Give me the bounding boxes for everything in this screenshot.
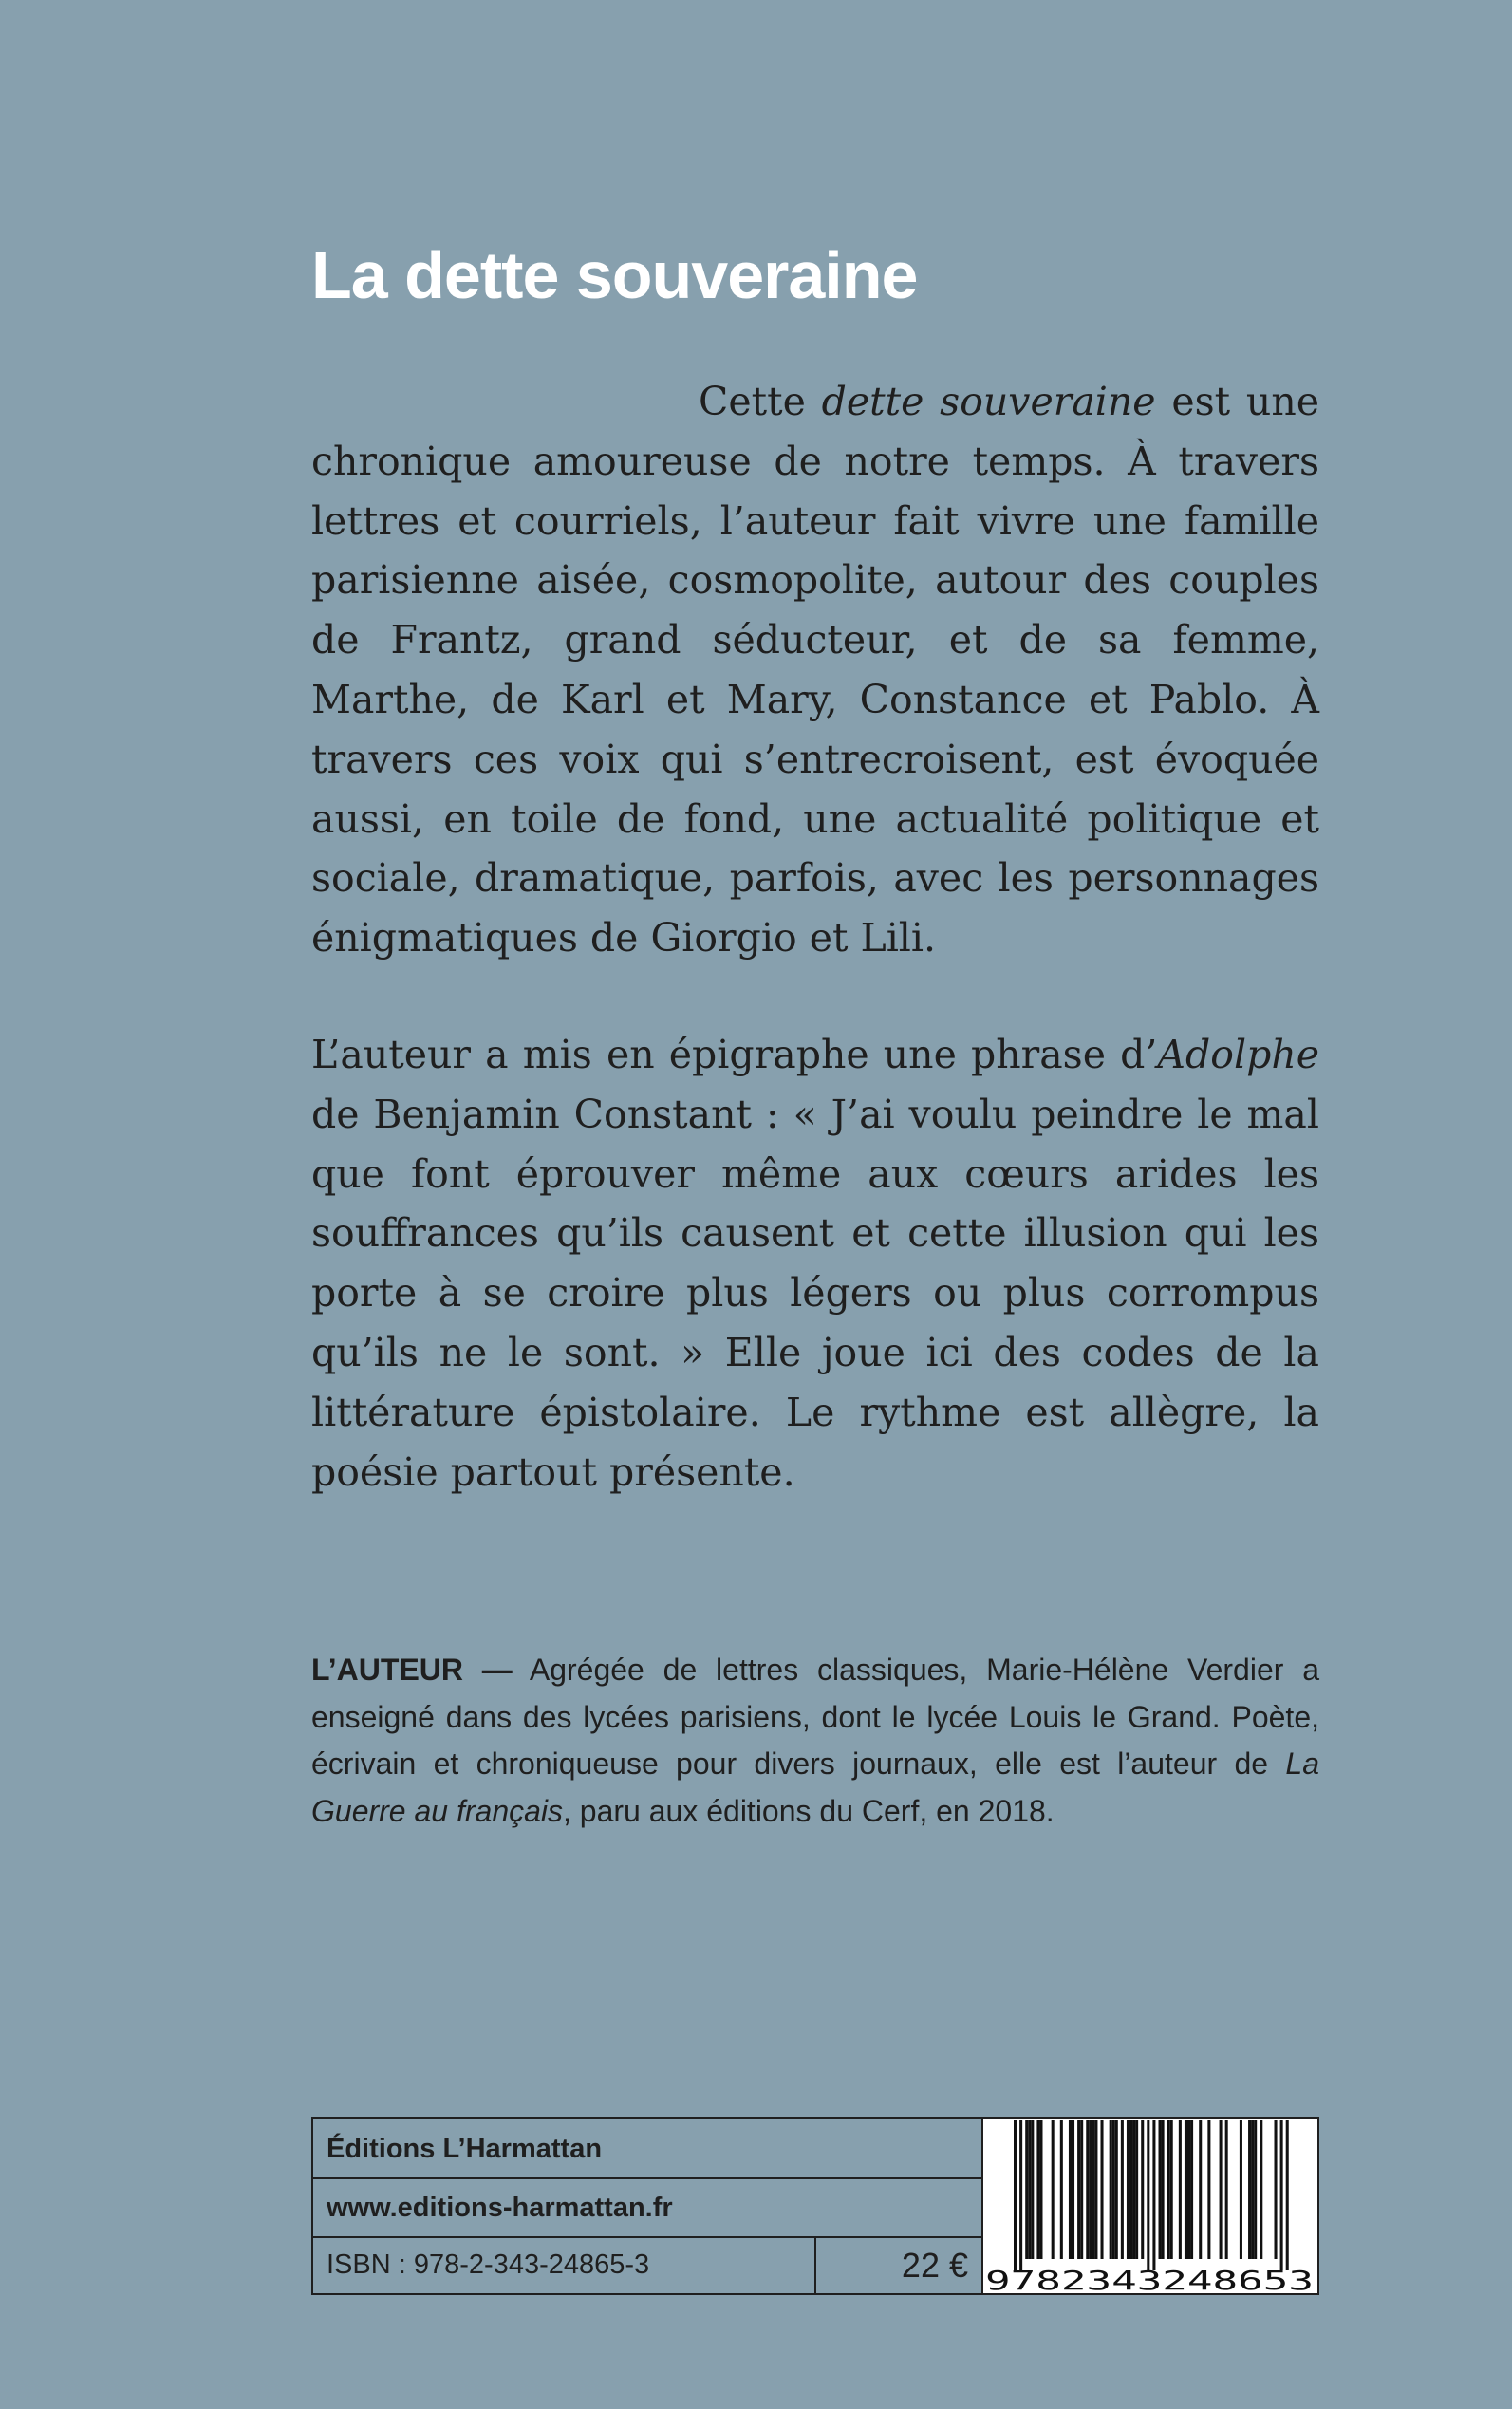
barcode-bar xyxy=(1251,2120,1254,2259)
publisher-row xyxy=(313,2119,981,2179)
barcode-digits: 9782343248653 xyxy=(985,2266,1314,2295)
blurb xyxy=(311,372,1319,1502)
publisher-website[interactable]: www.editions-harmattan.fr xyxy=(327,2193,673,2223)
barcode-bar xyxy=(1028,2120,1031,2259)
barcode-bar xyxy=(1092,2120,1094,2259)
barcode-bar xyxy=(1185,2120,1187,2259)
barcode-bar xyxy=(1112,2120,1115,2259)
blurb-paragraph-2: L’auteur a mis en épigraphe une phrase d’Adolphe de Benjamin Constant : « J’ai voulu peindre le mal que font éprouver même aux cœurs arides les souffrances qu’ils causent et cette illusion qui les porte à se croire plus légers ou plus corrompus qu’ils ne le sont. » Elle joue ici des codes de la littérature épistolaire. Le rythme est allègre, la poésie partout présente. xyxy=(311,1031,1319,1495)
barcode-bar xyxy=(1025,2120,1028,2259)
barcode-bar xyxy=(1260,2120,1262,2259)
barcode-bar xyxy=(1220,2120,1223,2259)
barcode-bar xyxy=(1275,2120,1278,2259)
barcode-bar xyxy=(1167,2120,1170,2259)
barcode-bar xyxy=(1207,2120,1210,2259)
barcode-bar xyxy=(1094,2120,1097,2259)
barcode-bar xyxy=(1089,2120,1092,2259)
publisher-box xyxy=(311,2117,983,2295)
barcode-bar xyxy=(1141,2120,1144,2259)
barcode-bar xyxy=(1179,2120,1182,2259)
barcode-bar xyxy=(1254,2120,1257,2259)
barcode-bar xyxy=(1135,2120,1138,2259)
barcode-bar xyxy=(1152,2120,1155,2270)
barcode-bar xyxy=(1121,2120,1124,2259)
website-row xyxy=(313,2177,981,2238)
barcode-bar xyxy=(1039,2120,1042,2259)
barcode-bar xyxy=(1060,2120,1063,2259)
barcode-bar xyxy=(1162,2120,1165,2259)
barcode xyxy=(983,2117,1319,2295)
barcode-bar xyxy=(1086,2120,1089,2259)
barcode-bar xyxy=(1170,2120,1173,2259)
isbn-row xyxy=(313,2236,981,2295)
barcode-bar xyxy=(1132,2120,1135,2259)
barcode-bar xyxy=(1014,2120,1017,2270)
barcode-bar xyxy=(1240,2120,1242,2259)
price: 22 € xyxy=(901,2246,968,2285)
author-bio: L’AUTEUR — Agrégée de lettres classiques, Marie-Hélène Verdier a enseigné dans des lycées parisiens, dont le lycée Louis le Grand. Poète, écrivain et chroniqueuse pour divers journaux, elle est l’auteur de La Guerre au français, paru aux éditions du Cerf, en 2018. xyxy=(311,1653,1320,1828)
barcode-bar xyxy=(1036,2120,1039,2259)
barcode-bar xyxy=(1190,2120,1193,2259)
barcode-bar xyxy=(1052,2120,1055,2259)
author-book-title: La Guerre au français xyxy=(311,1746,1319,1828)
barcode-bar xyxy=(1286,2120,1289,2270)
barcode-bar xyxy=(1129,2120,1132,2259)
barcode-bar xyxy=(1187,2120,1190,2259)
blurb-paragraph-1: Cette dette souveraine est une chronique amoureuse de notre temps. À travers lettres et courriels, l’auteur fait vivre une famille parisienne aisée, cosmopolite, autour des couples de Frantz, grand séducteur, et de sa femme, Marthe, de Karl et Mary, Constance et Pablo. À travers ces voix qui s’entrecroisent, est évoquée aussi, en toile de fond, une actualité politique et sociale, dramatique, parfois, avec les personnages énigmatiques de Giorgio et Lili. xyxy=(311,379,1320,962)
book-title: La dette souveraine xyxy=(311,238,918,312)
author-label: L’AUTEUR — xyxy=(311,1653,513,1687)
barcode-bar xyxy=(1280,2120,1283,2270)
barcode-bar xyxy=(1077,2120,1080,2259)
publisher-name: Éditions L’Harmattan xyxy=(327,2134,603,2164)
barcode-bar xyxy=(1248,2120,1251,2259)
isbn-price-divider xyxy=(814,2236,816,2295)
barcode-bar xyxy=(1069,2120,1072,2259)
barcode-bar xyxy=(1080,2120,1083,2259)
barcode-bar xyxy=(1225,2120,1228,2259)
barcode-bar xyxy=(1031,2120,1034,2259)
barcode-bar xyxy=(1072,2120,1074,2259)
barcode-bar xyxy=(1115,2120,1118,2259)
barcode-bar xyxy=(1110,2120,1112,2259)
barcode-bar xyxy=(1147,2120,1149,2270)
barcode-bar xyxy=(1101,2120,1104,2259)
isbn: ISBN : 978-2-343-24865-3 xyxy=(327,2250,650,2280)
barcode-bar xyxy=(1127,2120,1129,2259)
barcode-graphic xyxy=(983,2119,1317,2295)
barcode-bar xyxy=(1199,2120,1202,2259)
barcode-bar xyxy=(1159,2120,1162,2259)
barcode-bar xyxy=(1019,2120,1022,2270)
